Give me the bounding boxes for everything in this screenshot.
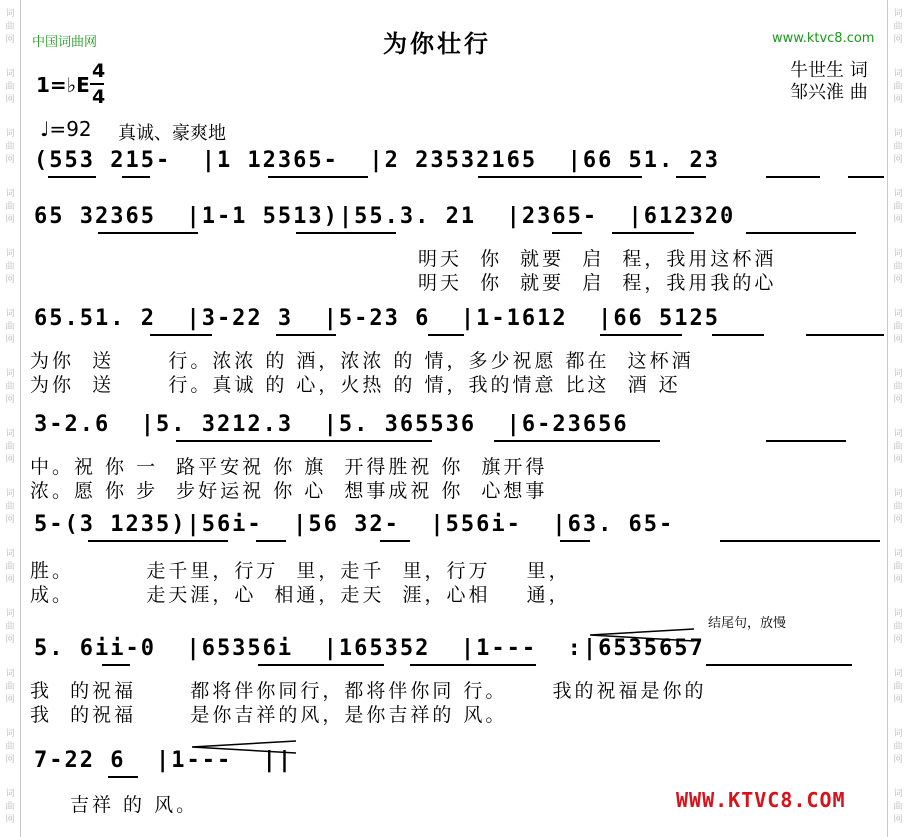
watermark-char: 词 xyxy=(893,609,903,619)
watermark-char: 网 xyxy=(893,155,903,165)
lyric-verse-1: 吉祥 的 风。 xyxy=(70,794,199,816)
time-signature-bottom: 4 xyxy=(92,86,106,108)
watermark-char: 词 xyxy=(5,669,15,679)
beam xyxy=(494,440,660,442)
notation-line: 5-(3 1235)|56i- |56 32- |556i- |63. 65- xyxy=(34,512,675,537)
watermark-char: 网 xyxy=(5,695,15,705)
watermark-char: 网 xyxy=(5,395,15,405)
lyric-verse-1: 我 的祝福 都将伴你同行，都将伴你同 行。 我的祝福是你的 xyxy=(30,680,707,702)
watermark-char: 曲 xyxy=(893,202,903,212)
score-line-4 xyxy=(30,406,884,450)
watermark-char: 词 xyxy=(893,309,903,319)
beam xyxy=(48,176,96,178)
watermark-char: 网 xyxy=(893,215,903,225)
watermark-char: 词 xyxy=(5,69,15,79)
beam xyxy=(600,334,682,336)
watermark-char: 词 xyxy=(893,549,903,559)
beam xyxy=(256,540,286,542)
beam xyxy=(676,176,706,178)
watermark-char: 网 xyxy=(893,815,903,825)
beam xyxy=(176,440,432,442)
time-signature-line xyxy=(90,83,104,85)
beam xyxy=(706,664,852,666)
watermark-char: 网 xyxy=(5,95,15,105)
watermark-char: 曲 xyxy=(5,442,15,452)
watermark-char: 曲 xyxy=(893,622,903,632)
lyric-verse-2: 浓。愿 你 步 步好运祝 你 心 想事成祝 你 心想事 xyxy=(30,480,548,502)
beam xyxy=(552,232,582,234)
beam xyxy=(276,334,336,336)
left-margin xyxy=(0,0,21,837)
beam xyxy=(88,540,228,542)
watermark-char: 网 xyxy=(893,395,903,405)
tempo-mark: ♩=92 xyxy=(40,117,92,141)
watermark-char: 网 xyxy=(893,335,903,345)
watermark-char: 词 xyxy=(5,489,15,499)
score-line-1 xyxy=(30,142,884,186)
right-margin xyxy=(887,0,908,837)
crescendo-mark xyxy=(190,740,300,754)
beam xyxy=(720,540,880,542)
beam xyxy=(766,440,846,442)
beam xyxy=(712,334,764,336)
watermark-char: 网 xyxy=(5,635,15,645)
watermark-char: 网 xyxy=(893,755,903,765)
watermark-char: 曲 xyxy=(893,802,903,812)
watermark-char: 词 xyxy=(5,249,15,259)
lyric-verse-2: 明天 你 就要 启 程，我用我的心 xyxy=(418,272,777,294)
watermark-char: 网 xyxy=(893,455,903,465)
lyric-verse-1: 胜。 走千里，行万 里，走千 里，行万 里， xyxy=(30,560,571,582)
watermark-char: 曲 xyxy=(893,682,903,692)
watermark-char: 词 xyxy=(893,369,903,379)
song-title: 为你壮行 xyxy=(383,30,491,58)
beam xyxy=(258,664,384,666)
watermark-char: 曲 xyxy=(893,142,903,152)
lyricist-credit: 牛世生 词 xyxy=(790,60,868,81)
lyric-verse-2: 为你 送 行。真诚 的 心，火热 的 情，我的情意 比这 酒 还 xyxy=(30,374,681,396)
site-url[interactable]: www.ktvc8.com xyxy=(772,31,875,46)
watermark-char: 曲 xyxy=(5,202,15,212)
ending-direction: 结尾句，放慢 xyxy=(708,616,787,631)
watermark-char: 网 xyxy=(5,815,15,825)
watermark-char: 曲 xyxy=(893,82,903,92)
beam xyxy=(478,176,642,178)
composer-credit: 邹兴淮 曲 xyxy=(790,82,868,103)
watermark-char: 词 xyxy=(5,729,15,739)
beam xyxy=(848,176,884,178)
watermark-char: 网 xyxy=(5,215,15,225)
watermark-char: 词 xyxy=(893,489,903,499)
watermark-char: 词 xyxy=(5,609,15,619)
watermark-char: 曲 xyxy=(5,562,15,572)
watermark-char: 曲 xyxy=(5,22,15,32)
watermark-char: 词 xyxy=(893,9,903,19)
watermark-char: 曲 xyxy=(5,682,15,692)
notation-line: (553 215- |1 12365- |2 23532165 |66 51. 23 xyxy=(34,148,721,173)
watermark-char: 网 xyxy=(5,515,15,525)
beam xyxy=(746,232,856,234)
watermark-char: 曲 xyxy=(5,82,15,92)
watermark-char: 词 xyxy=(5,129,15,139)
lyric-verse-1: 明天 你 就要 启 程，我用这杯酒 xyxy=(418,248,777,270)
watermark-char: 网 xyxy=(5,755,15,765)
beam xyxy=(150,334,212,336)
notation-line: 5. 6ii-0 |65356i |165352 |1--- :|6535657 xyxy=(34,636,705,661)
watermark-char: 曲 xyxy=(893,262,903,272)
beam xyxy=(612,232,694,234)
crescendo-mark xyxy=(588,628,698,642)
watermark-char: 网 xyxy=(5,155,15,165)
watermark-char: 网 xyxy=(893,515,903,525)
watermark-char: 词 xyxy=(893,669,903,679)
watermark-char: 网 xyxy=(5,455,15,465)
watermark-char: 词 xyxy=(893,729,903,739)
watermark-char: 曲 xyxy=(5,142,15,152)
beam xyxy=(806,334,884,336)
watermark-char: 网 xyxy=(893,35,903,45)
score-line-5 xyxy=(30,506,884,550)
beam xyxy=(296,232,396,234)
watermark-char: 网 xyxy=(893,695,903,705)
lyric-verse-2: 成。 走天涯，心 相通，走天 涯，心相 通， xyxy=(30,584,571,606)
time-signature-top: 4 xyxy=(92,60,106,82)
site-name[interactable]: 中国词曲网 xyxy=(32,35,98,50)
watermark-char: 曲 xyxy=(893,442,903,452)
watermark-char: 词 xyxy=(893,129,903,139)
beam xyxy=(268,176,368,178)
beam xyxy=(122,176,150,178)
beam xyxy=(766,176,820,178)
watermark-char: 词 xyxy=(893,69,903,79)
watermark-char: 网 xyxy=(5,575,15,585)
footer-logo xyxy=(676,788,846,812)
watermark-char: 词 xyxy=(5,189,15,199)
lyric-verse-1: 为你 送 行。浓浓 的 酒，浓浓 的 情，多少祝愿 都在 这杯酒 xyxy=(30,350,694,372)
watermark-char: 曲 xyxy=(893,502,903,512)
watermark-char: 网 xyxy=(5,35,15,45)
score-line-3 xyxy=(30,300,884,344)
watermark-char: 词 xyxy=(5,309,15,319)
watermark-char: 词 xyxy=(893,789,903,799)
watermark-char: 曲 xyxy=(893,382,903,392)
notation-line: 3-2.6 |5. 3212.3 |5. 365536 |6-23656 xyxy=(34,412,629,437)
watermark-char: 网 xyxy=(893,635,903,645)
beam xyxy=(410,664,536,666)
beam xyxy=(98,232,198,234)
watermark-char: 曲 xyxy=(893,742,903,752)
watermark-char: 曲 xyxy=(893,322,903,332)
watermark-char: 曲 xyxy=(5,322,15,332)
beam xyxy=(102,664,130,666)
lyric-verse-2: 我 的祝福 是你吉祥的风，是你吉祥的 风。 xyxy=(30,704,508,726)
beam xyxy=(560,540,590,542)
watermark-char: 网 xyxy=(893,575,903,585)
score-line-6 xyxy=(30,630,884,674)
beam xyxy=(428,334,464,336)
watermark-char: 曲 xyxy=(5,262,15,272)
key-signature: 1=♭E xyxy=(36,73,90,97)
watermark-char: 词 xyxy=(5,549,15,559)
watermark-char: 词 xyxy=(5,429,15,439)
watermark-char: 词 xyxy=(5,9,15,19)
expression-mark: 真诚、豪爽地 xyxy=(118,123,226,144)
watermark-char: 网 xyxy=(893,275,903,285)
watermark-char: 曲 xyxy=(893,562,903,572)
watermark-char: 词 xyxy=(893,249,903,259)
watermark-char: 网 xyxy=(5,275,15,285)
watermark-char: 网 xyxy=(5,335,15,345)
beam xyxy=(108,776,138,778)
watermark-char: 曲 xyxy=(893,22,903,32)
score-line-2 xyxy=(30,198,884,242)
score-line-7 xyxy=(30,742,884,786)
notation-line: 65 32365 |1-1 5513)|55.3. 21 |2365- |612320 xyxy=(34,204,736,229)
watermark-char: 词 xyxy=(5,789,15,799)
watermark-char: 词 xyxy=(5,369,15,379)
lyric-verse-1: 中。祝 你 一 路平安祝 你 旗 开得胜祝 你 旗开得 xyxy=(30,456,548,478)
watermark-char: 曲 xyxy=(5,382,15,392)
beam xyxy=(380,540,410,542)
watermark-char: 词 xyxy=(893,429,903,439)
watermark-char: 曲 xyxy=(5,622,15,632)
notation-line: 7-22 6 |1--- || xyxy=(34,748,294,773)
watermark-char: 曲 xyxy=(5,742,15,752)
watermark-char: 曲 xyxy=(5,502,15,512)
watermark-char: 曲 xyxy=(5,802,15,812)
watermark-char: 网 xyxy=(893,95,903,105)
notation-line: 65.51. 2 |3-22 3 |5-23 6 |1-1612 |66 5125 xyxy=(34,306,721,331)
footer-logo-text: WWW.KTVC8.COM xyxy=(676,788,846,812)
watermark-char: 词 xyxy=(893,189,903,199)
